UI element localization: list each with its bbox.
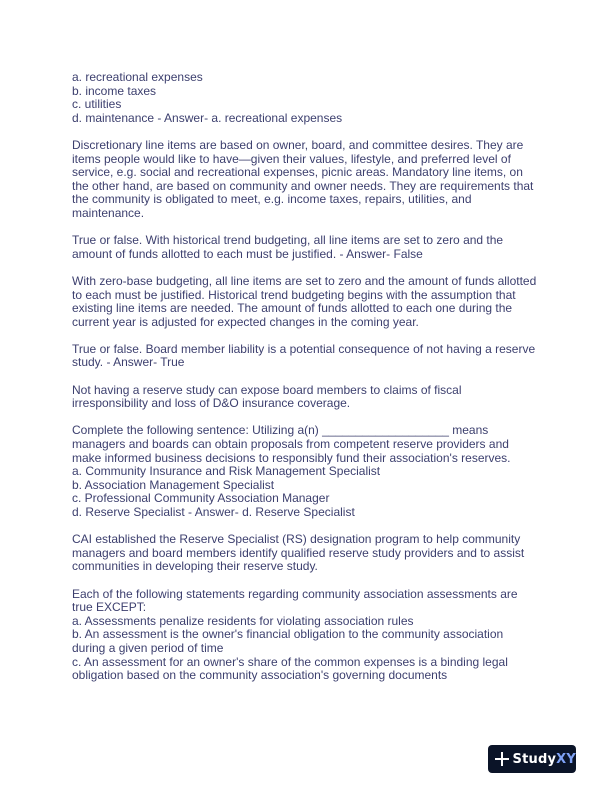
text-line: amount of funds allotted to each must be justified. - Answer- False xyxy=(72,246,423,261)
text-line: With zero-base budgeting, all line items are set to zero and the amount of funds allotted xyxy=(72,273,537,288)
text-line: a. Assessments penalize residents for violating association rules xyxy=(72,613,414,628)
text-line: existing line items are needed. The amount of funds allotted to each one during the xyxy=(72,301,513,316)
text-line: True or false. With historical trend budgeting, all line items are set to zero and the xyxy=(72,233,504,248)
paragraph xyxy=(72,71,538,125)
text-line: the other hand, are based on community and owner needs. They are requirements that xyxy=(72,178,534,193)
text-line: Each of the following statements regarding community association assessments are xyxy=(72,586,518,601)
document-body xyxy=(72,71,538,696)
text-line: items people would like to have—given their values, lifestyle, and preferred level of xyxy=(72,151,511,166)
logo-text xyxy=(513,752,576,767)
text-line: b. Association Management Specialist xyxy=(72,477,275,492)
text-line: managers and board members identify qualified reserve study providers and to assist xyxy=(72,545,525,560)
text-line: c. utilities xyxy=(72,97,122,112)
plus-icon xyxy=(495,752,508,766)
text-line: c. An assessment for an owner's share of the common expenses is a binding legal xyxy=(72,654,508,669)
text-line: during a given period of time xyxy=(72,640,224,655)
text-line: to each must be justified. Historical trend budgeting begins with the assumption that xyxy=(72,287,516,302)
paragraph xyxy=(72,384,538,411)
text-line: the community is obligated to meet, e.g. income taxes, repairs, utilities, and xyxy=(72,192,472,207)
text-line: make informed business decisions to responsibly fund their association's reserves. xyxy=(72,450,511,465)
paragraph xyxy=(72,343,538,370)
paragraph xyxy=(72,588,538,683)
text-line: b. income taxes xyxy=(72,83,157,98)
text-line: Discretionary line items are based on owner, board, and committee desires. They are xyxy=(72,137,524,152)
text-line: CAI established the Reserve Specialist (RS) designation program to help community xyxy=(72,532,521,547)
logo-text-accent: XY xyxy=(556,751,576,767)
text-line: service, e.g. social and recreational expenses, picnic areas. Mandatory line items, on xyxy=(72,165,523,180)
text-line: a. Community Insurance and Risk Management Specialist xyxy=(72,464,381,479)
text-line: communities in developing their reserve study. xyxy=(72,559,318,574)
text-line: maintenance. xyxy=(72,205,145,220)
text-line: a. recreational expenses xyxy=(72,70,203,84)
text-line: True or false. Board member liability is a potential consequence of not having a reserve xyxy=(72,341,536,356)
text-line: b. An assessment is the owner's financial obligation to the community association xyxy=(72,627,504,642)
text-line: true EXCEPT: xyxy=(72,600,147,615)
text-line: d. Reserve Specialist - Answer- d. Reserve Specialist xyxy=(72,505,355,519)
text-line: managers and boards can obtain proposals from competent reserve providers and xyxy=(72,437,509,452)
text-line: c. Professional Community Association Manager xyxy=(72,491,330,506)
text-line: irresponsibility and loss of D&O insurance coverage. xyxy=(72,396,351,411)
text-line: Not having a reserve study can expose board members to claims of fiscal xyxy=(72,382,462,397)
text-line: d. maintenance - Answer- a. recreational expenses xyxy=(72,110,343,125)
paragraph xyxy=(72,234,538,261)
paragraph xyxy=(72,139,538,221)
text-line: Complete the following sentence: Utilizing a(n) ___________________ means xyxy=(72,423,489,438)
logo-text-main: Study xyxy=(512,751,557,767)
paragraph xyxy=(72,275,538,329)
studyxy-logo xyxy=(488,745,576,773)
text-line: obligation based on the community association's governing documents xyxy=(72,668,448,683)
text-line: current year is adjusted for expected changes in the coming year. xyxy=(72,314,419,329)
paragraph xyxy=(72,533,538,574)
paragraph xyxy=(72,424,538,519)
text-line: study. - Answer- True xyxy=(72,355,185,370)
